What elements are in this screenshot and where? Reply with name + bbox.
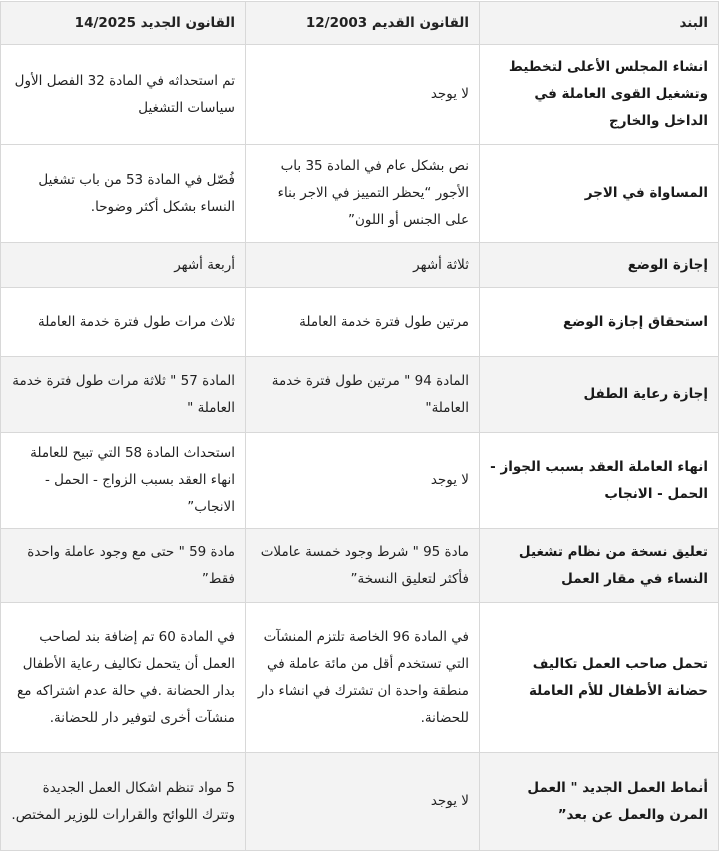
row-old-law: المادة 94 " مرتين طول فترة خدمة العاملة": [246, 357, 480, 433]
table-row: [1, 45, 719, 145]
row-old-law: نص بشكل عام في المادة 35 باب الأجور “يحظر التمييز في الاجر بناء على الجنس أو اللون”: [246, 145, 480, 243]
row-item: استحقاق إجازة الوضع: [480, 288, 719, 357]
row-item: إجازة رعاية الطفل: [480, 357, 719, 433]
table-row: [1, 753, 719, 851]
table-row: [1, 603, 719, 753]
table-row: [1, 288, 719, 357]
row-new-law: أربعة أشهر: [1, 243, 246, 288]
row-new-law: استحداث المادة 58 التي تبيح للعاملة انهاء العقد بسبب الزواج - الحمل - الانجاب”: [1, 433, 246, 529]
row-new-law: في المادة 60 تم إضافة بند لصاحب العمل أن يتحمل تكاليف رعاية الأطفال بدار الحضانة .في حالة عدم اشتراكه مع منشآت أخرى لتوفير دار للحضانة.: [1, 603, 246, 753]
row-old-law: لا يوجد: [246, 753, 480, 851]
row-item: تعليق نسخة من نظام تشغيل النساء في مقار العمل: [480, 529, 719, 603]
row-item: انشاء المجلس الأعلى لتخطيط وتشغيل القوى العاملة في الداخل والخارج: [480, 45, 719, 145]
row-old-law: مرتين طول فترة خدمة العاملة: [246, 288, 480, 357]
row-old-law: مادة 95 " شرط وجود خمسة عاملات فأكثر لتعليق النسخة”: [246, 529, 480, 603]
table-row: [1, 357, 719, 433]
row-old-law: لا يوجد: [246, 45, 480, 145]
header-new-law: القانون الجديد 14/2025: [1, 2, 246, 45]
row-new-law: ثلاث مرات طول فترة خدمة العاملة: [1, 288, 246, 357]
table-row: [1, 243, 719, 288]
row-old-law: ثلاثة أشهر: [246, 243, 480, 288]
table-row: [1, 433, 719, 529]
row-item: إجازة الوضع: [480, 243, 719, 288]
row-new-law: مادة 59 " حتى مع وجود عاملة واحدة فقط”: [1, 529, 246, 603]
row-new-law: المادة 57 " ثلاثة مرات طول فترة خدمة العاملة ": [1, 357, 246, 433]
row-item: أنماط العمل الجديد " العمل المرن والعمل عن بعد”: [480, 753, 719, 851]
row-new-law: فُصّل في المادة 53 من باب تشغيل النساء بشكل أكثر وضوحا.: [1, 145, 246, 243]
header-item: البند: [480, 2, 719, 45]
law-comparison-table: [0, 1, 719, 851]
row-item: انهاء العاملة العقد بسبب الجواز - الحمل - الانجاب: [480, 433, 719, 529]
header-old-law: القانون القديم 12/2003: [246, 2, 480, 45]
table-row: [1, 529, 719, 603]
table-row: [1, 145, 719, 243]
row-old-law: لا يوجد: [246, 433, 480, 529]
row-old-law: في المادة 96 الخاصة تلتزم المنشآت التي تستخدم أقل من مائة عاملة في منطقة واحدة ان تشترك في انشاء دار للحضانة.: [246, 603, 480, 753]
row-item: المساواة في الاجر: [480, 145, 719, 243]
table-header-row: [1, 2, 719, 45]
row-item: تحمل صاحب العمل تكاليف حضانة الأطفال للأم العاملة: [480, 603, 719, 753]
row-new-law: 5 مواد تنظم اشكال العمل الجديدة وتترك اللوائح والقرارات للوزير المختص.: [1, 753, 246, 851]
row-new-law: تم استحداثه في المادة 32 الفصل الأول سياسات التشغيل: [1, 45, 246, 145]
